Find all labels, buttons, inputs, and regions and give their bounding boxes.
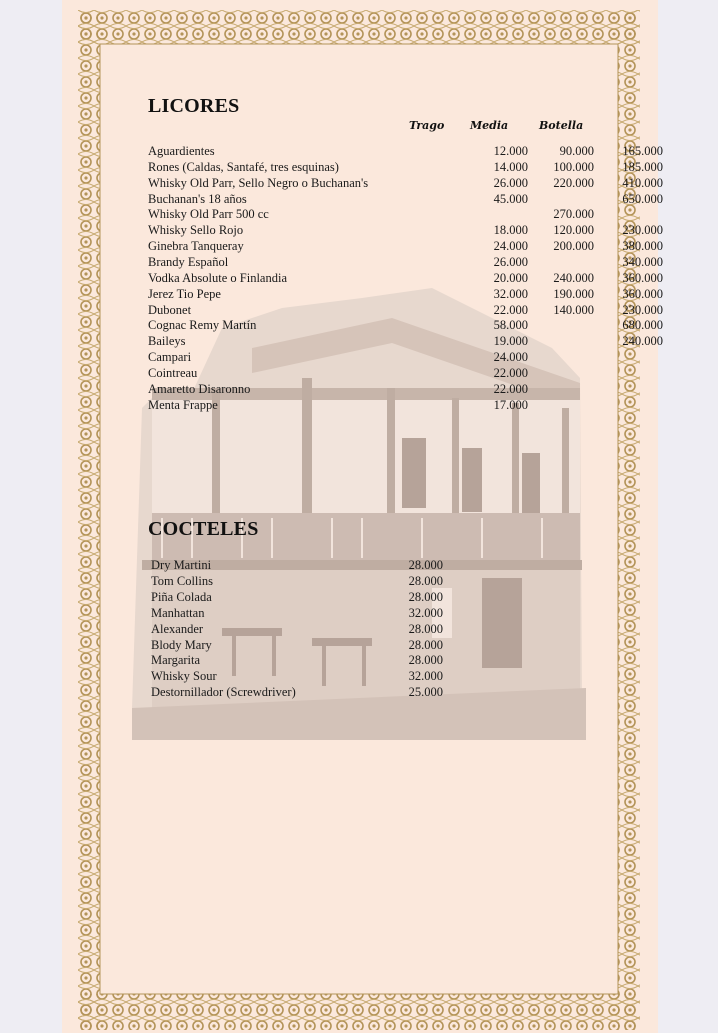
price-trago: 20.000 xyxy=(493,270,528,285)
price-trago: 26.000 xyxy=(493,254,528,269)
price-botella: 680.000 xyxy=(622,318,663,333)
price-botella: 360.000 xyxy=(622,270,663,285)
licor-row xyxy=(148,397,588,413)
price-trago: 22.000 xyxy=(493,302,528,317)
coctel-name: Dry Martini xyxy=(151,558,212,572)
coctel-name: Tom Collins xyxy=(151,573,213,588)
col-header-media: Media xyxy=(470,119,509,132)
licor-row xyxy=(148,286,663,302)
coctel-row xyxy=(151,652,451,668)
price-media: 200.000 xyxy=(553,239,594,254)
coctel-name: Margarita xyxy=(151,653,201,668)
price-botella: 240.000 xyxy=(622,334,663,349)
licor-row xyxy=(148,143,663,159)
licor-name: Brandy Español xyxy=(148,254,229,269)
licor-name: Whisky Old Parr, Sello Negro o Buchanan's xyxy=(148,175,369,190)
licor-name: Rones (Caldas, Santafé, tres esquinas) xyxy=(148,159,339,174)
licor-row xyxy=(148,381,588,397)
coctel-name: Destornillador (Screwdriver) xyxy=(151,685,296,700)
licor-row xyxy=(148,238,663,254)
col-header-trago: Trago xyxy=(409,119,445,132)
price-trago: 45.000 xyxy=(493,191,528,206)
price-trago: 22.000 xyxy=(493,381,528,396)
licor-name: Vodka Absolute o Finlandia xyxy=(148,270,288,285)
price-media: 220.000 xyxy=(553,175,594,190)
price-trago: 19.000 xyxy=(493,334,528,349)
licor-row xyxy=(148,317,663,333)
price-media: 120.000 xyxy=(553,223,594,238)
coctel-name: Whisky Sour xyxy=(151,669,217,684)
coctel-price: 28.000 xyxy=(408,573,443,588)
licor-name: Whisky Old Parr 500 cc xyxy=(148,207,269,222)
price-media: 190.000 xyxy=(553,286,594,301)
licor-name: Whisky Sello Rojo xyxy=(148,223,244,238)
price-botella: 380.000 xyxy=(622,239,663,254)
coctel-row xyxy=(151,589,451,605)
price-trago: 17.000 xyxy=(493,397,528,412)
coctel-row xyxy=(151,668,451,684)
licores-title: LICORES xyxy=(148,95,240,117)
coctel-price: 25.000 xyxy=(408,685,443,700)
coctel-row xyxy=(151,684,451,700)
price-media: 140.000 xyxy=(553,302,594,317)
coctel-row xyxy=(151,621,451,637)
price-botella: 230.000 xyxy=(622,302,663,317)
price-media: 270.000 xyxy=(553,207,594,222)
price-trago: 58.000 xyxy=(493,318,528,333)
price-trago: 18.000 xyxy=(493,223,528,238)
price-media: 90.000 xyxy=(559,144,594,158)
price-trago: 26.000 xyxy=(493,175,528,190)
licor-name: Amaretto Disaronno xyxy=(148,381,251,396)
licor-name: Ginebra Tanqueray xyxy=(148,239,244,254)
price-trago: 22.000 xyxy=(493,365,528,380)
coctel-price: 28.000 xyxy=(408,637,443,652)
price-trago: 12.000 xyxy=(493,144,528,158)
coctel-name: Piña Colada xyxy=(151,589,212,604)
licor-row xyxy=(148,191,663,207)
licor-name: Campari xyxy=(148,350,192,365)
licor-name: Aguardientes xyxy=(148,144,215,158)
licor-row xyxy=(148,222,663,238)
licor-name: Jerez Tio Pepe xyxy=(148,286,221,301)
cocteles-title: COCTELES xyxy=(148,518,259,540)
coctel-row xyxy=(151,637,451,653)
coctel-price: 32.000 xyxy=(408,669,443,684)
menu-page xyxy=(62,0,663,1033)
coctel-price: 28.000 xyxy=(408,589,443,604)
licor-row xyxy=(148,175,663,191)
licor-name: Baileys xyxy=(148,334,186,349)
licor-name: Cognac Remy Martín xyxy=(148,318,257,333)
price-trago: 24.000 xyxy=(493,239,528,254)
price-botella: 230.000 xyxy=(622,223,663,238)
licor-row xyxy=(148,270,663,286)
licor-row xyxy=(148,333,663,349)
price-botella: 340.000 xyxy=(622,254,663,269)
licor-row xyxy=(148,365,588,381)
coctel-price: 28.000 xyxy=(408,558,443,572)
price-botella: 650.000 xyxy=(622,191,663,206)
coctel-name: Alexander xyxy=(151,621,204,636)
col-header-botella: Botella xyxy=(539,119,584,132)
price-media: 240.000 xyxy=(553,270,594,285)
licor-row xyxy=(148,302,663,318)
coctel-name: Blody Mary xyxy=(151,637,212,652)
licor-name: Dubonet xyxy=(148,302,192,317)
coctel-row xyxy=(151,573,451,589)
licor-row xyxy=(148,159,663,175)
licor-row xyxy=(148,349,588,365)
price-trago: 14.000 xyxy=(493,159,528,174)
price-botella: 410.000 xyxy=(622,175,663,190)
price-trago: 24.000 xyxy=(493,350,528,365)
coctel-row xyxy=(151,557,451,573)
licor-name: Buchanan's 18 años xyxy=(148,191,247,206)
licor-name: Cointreau xyxy=(148,365,198,380)
price-botella: 165.000 xyxy=(622,144,663,158)
licor-row xyxy=(148,254,663,270)
coctel-row xyxy=(151,605,451,621)
price-botella: 360.000 xyxy=(622,286,663,301)
coctel-price: 32.000 xyxy=(408,605,443,620)
licor-row xyxy=(148,206,594,222)
coctel-price: 28.000 xyxy=(408,621,443,636)
licor-name: Menta Frappe xyxy=(148,397,218,412)
price-botella: 185.000 xyxy=(622,159,663,174)
price-trago: 32.000 xyxy=(493,286,528,301)
coctel-price: 28.000 xyxy=(408,653,443,668)
price-media: 100.000 xyxy=(553,159,594,174)
coctel-name: Manhattan xyxy=(151,605,205,620)
